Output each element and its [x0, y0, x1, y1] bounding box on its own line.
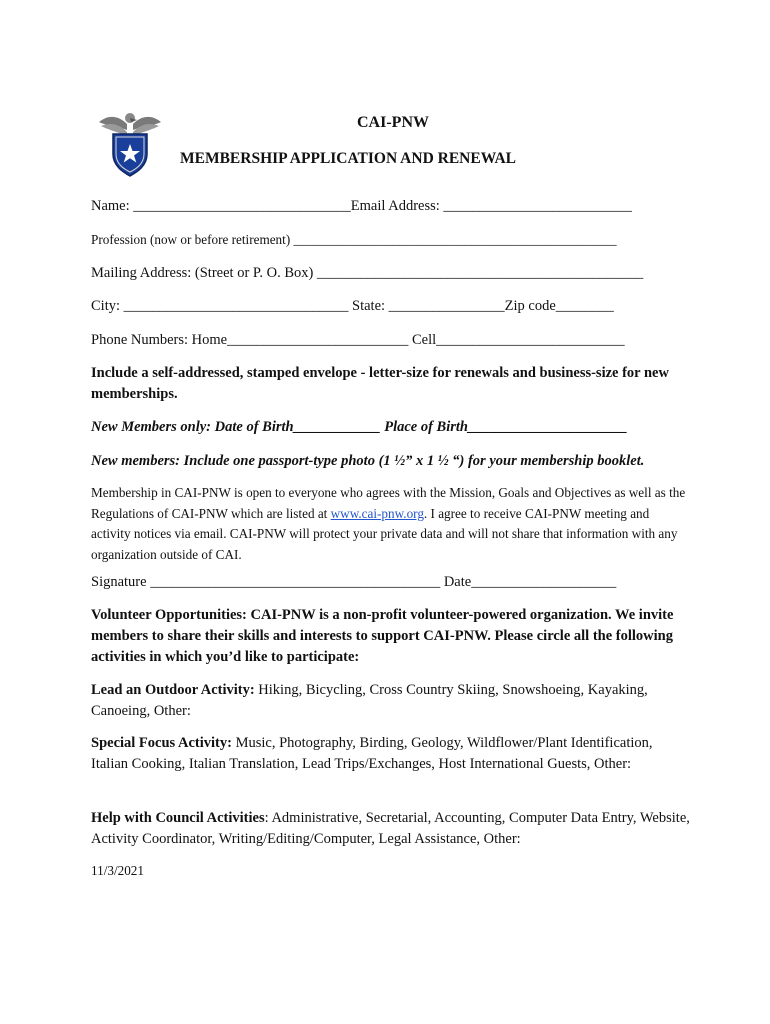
special-focus-options[interactable] — [91, 733, 691, 775]
special-focus-label: Special Focus Activity: — [91, 735, 232, 751]
council-activities-label: Help with Council Activities — [91, 810, 265, 826]
new-members-birth-field[interactable]: New Members only: Date of Birth____________ Place of Birth______________________ — [91, 419, 628, 435]
document-date: 11/3/2021 — [91, 863, 144, 878]
city-state-zip-field[interactable]: City: _______________________________ State: ________________Zip code________ — [91, 298, 614, 314]
org-name: CAI-PNW — [357, 114, 429, 131]
membership-text-1: Membership in CAI-PNW is open to everyone who agrees with the Mission, Goals and Objectives as well as the Regulations of CAI-PNW which are listed at — [91, 485, 686, 521]
outdoor-activity-options[interactable] — [91, 680, 691, 722]
council-activities-list[interactable]: : Administrative, Secretarial, Accounting, Computer Data Entry, Website, Activity Coordinator, Writing/Editing/Computer, Legal Assistance, Other: — [91, 810, 690, 847]
membership-text-2: . I agree to receive CAI-PNW meeting and activity notices via email. CAI-PNW will protect your private data and will not share that information with any organization outside of CAI. — [91, 505, 678, 562]
profession-field[interactable]: Profession (now or before retirement) _________________________________________________ — [91, 232, 617, 247]
phone-numbers-field[interactable]: Phone Numbers: Home_________________________ Cell__________________________ — [91, 332, 625, 348]
outdoor-activity-list[interactable]: Hiking, Bicycling, Cross Country Skiing, Snowshoeing, Kayaking, Canoeing, Other: — [91, 682, 648, 719]
special-focus-list[interactable]: Music, Photography, Birding, Geology, Wildflower/Plant Identification, Italian Cooking, Italian Translation, Lead Trips/Exchanges, Host International Guests, Other: — [91, 735, 653, 772]
mailing-address-field[interactable]: Mailing Address: (Street or P. O. Box) _____________________________________________ — [91, 265, 644, 281]
website-link[interactable]: www.cai-pnw.org — [330, 505, 424, 521]
council-activities-options[interactable] — [91, 808, 691, 850]
volunteer-opportunities: Volunteer Opportunities: CAI-PNW is a non-profit volunteer-powered organization. We invite members to share their skills and interests to support CAI-PNW. Please circle all the following activities in which you’d like to participate: — [91, 607, 674, 665]
signature-date-field[interactable]: Signature ________________________________________ Date____________________ — [91, 574, 617, 590]
membership-paragraph — [91, 483, 691, 565]
form-title: MEMBERSHIP APPLICATION AND RENEWAL — [180, 150, 517, 167]
new-members-photo-note: New members: Include one passport-type photo (1 ½” x 1 ½ “) for your membership booklet. — [91, 453, 645, 469]
outdoor-activity-label: Lead an Outdoor Activity: — [91, 682, 255, 698]
name-email-field[interactable]: Name: ______________________________Email Address: __________________________ — [91, 198, 632, 214]
envelope-note: Include a self-addressed, stamped envelope - letter-size for renewals and business-size for new memberships. — [91, 365, 669, 402]
org-title — [0, 114, 770, 132]
